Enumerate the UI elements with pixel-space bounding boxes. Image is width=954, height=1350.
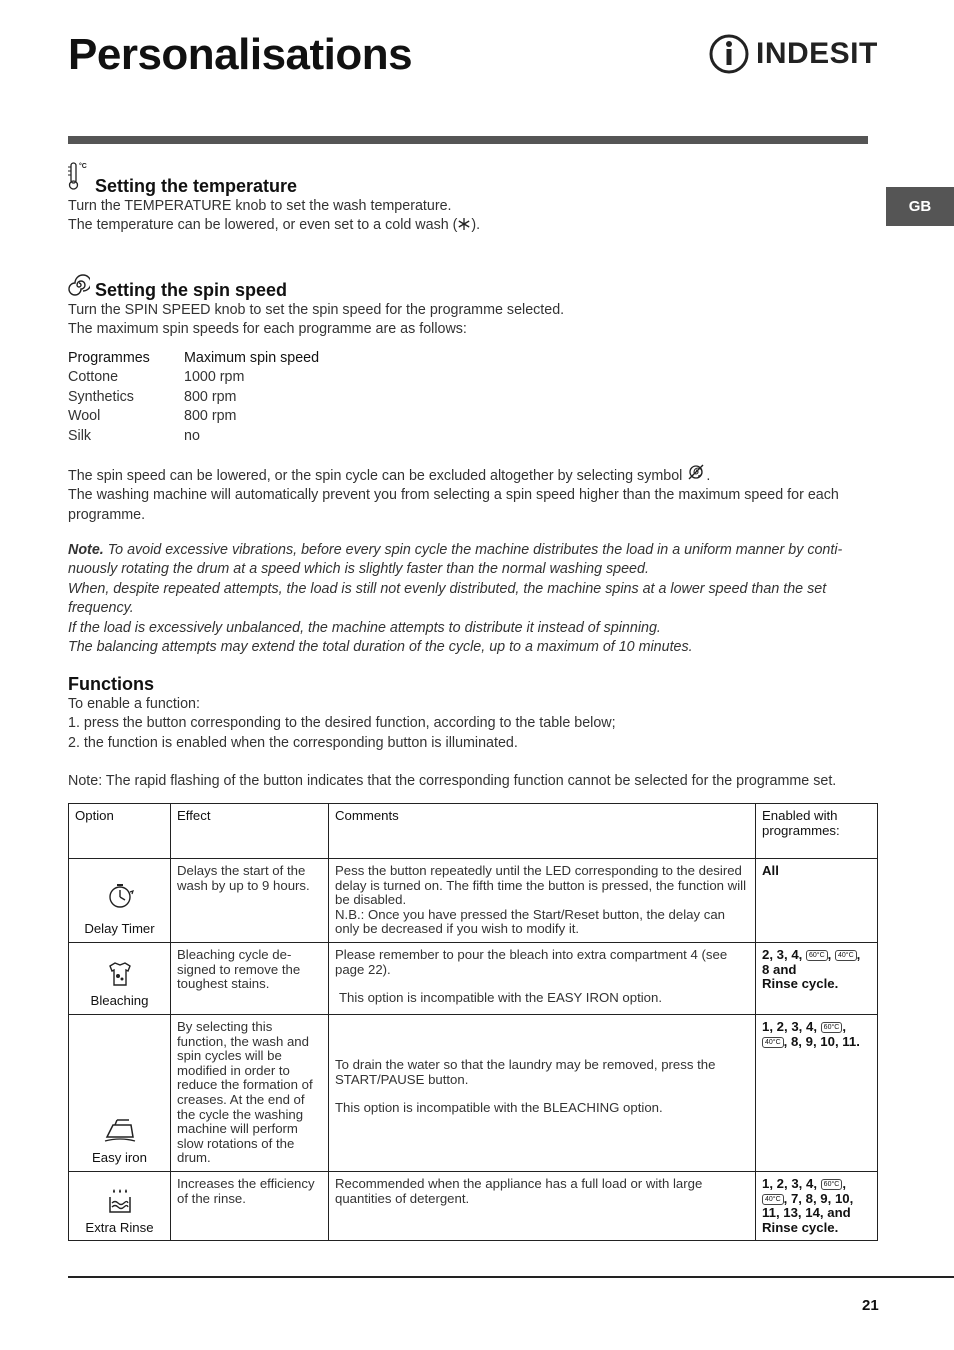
spin-para-1: The spin speed can be lowered, or the spin cycle can be excluded altogether by selecting symbol .: [68, 463, 870, 486]
effect-cell: By selecting this function, the wash and spin cycles will be modified in order to reduce the formation of creases. At the end of the cycle the washing machine will perform slow rotations of the drum.: [171, 1015, 329, 1172]
spin-line-1: Turn the SPIN SPEED knob to set the spin speed for the programme selected.: [68, 302, 565, 318]
bleaching-icon: [107, 960, 133, 988]
temperature-line-2: The temperature can be lowered, or even set to a cold wash ( ).: [68, 217, 481, 234]
note-para-4: The balancing attempts may extend the total duration of the cycle, up to a maximum of 10 minutes.: [68, 639, 693, 656]
programme-speed: 1000 rpm: [184, 369, 245, 386]
spin-header-speed: Maximum spin speed: [184, 350, 320, 366]
comment-text: This option is incompatible with the EASY IRON option.: [339, 990, 663, 1006]
functions-intro: [68, 695, 878, 753]
table-row: [68, 368, 319, 387]
easy-iron-icon: [103, 1117, 137, 1145]
temperature-heading: Setting the temperature: [95, 176, 298, 196]
functions-line-3: 2. the function is enabled when the corresponding button is illuminated.: [68, 734, 518, 751]
spin-para-2: The washing machine will automatically prevent you from selecting a spin speed higher than the maximum speed for each programme.: [68, 487, 839, 523]
svg-text:°C: °C: [79, 163, 87, 170]
effect-cell: Increases the efficiency of the rinse.: [171, 1171, 329, 1240]
language-tab: GB: [886, 187, 954, 226]
spin-header-programmes: Programmes: [68, 350, 150, 366]
delay-timer-icon: [104, 882, 136, 912]
page-number: 21: [862, 1297, 879, 1314]
option-cell: [69, 1171, 171, 1240]
snowflake-icon: [457, 217, 471, 231]
functions-heading: Functions: [68, 674, 154, 694]
option-cell: [69, 859, 171, 943]
effect-cell: Bleaching cycle de-signed to remove the toughest stains.: [171, 943, 329, 1015]
spin-note: [68, 541, 870, 657]
programme-speed: 800 rpm: [184, 408, 237, 425]
programme-speed: 800 rpm: [184, 388, 237, 405]
comments-cell: [329, 1015, 756, 1172]
effect-cell: Delays the start of the wash by up to 9 hours.: [171, 859, 329, 943]
option-cell: [69, 1015, 171, 1172]
spin-icon: [68, 274, 90, 296]
option-label: Delay Timer: [84, 921, 155, 937]
comments-cell: [329, 1171, 756, 1240]
brand-logo-icon: [708, 33, 750, 75]
functions-note: Note: The rapid flashing of the button indicates that the corresponding function cannot be selected for the programme set.: [68, 773, 837, 789]
table-row: [68, 407, 319, 426]
comment-text: N.B.: Once you have pressed the Start/Reset button, the delay can only be decreased if you wish to modify it.: [335, 906, 725, 937]
programme-speed: no: [184, 427, 200, 444]
enabled-cell: 2, 3, 4, 60°C , 40°C , 8 and Rinse cycle.: [756, 943, 878, 1015]
temperature-line-1: Turn the TEMPERATURE knob to set the wash temperature.: [68, 198, 452, 214]
table-row: [69, 1015, 878, 1172]
note-para-3: If the load is excessively unbalanced, the machine attempts to distribute it instead of spinning.: [68, 619, 661, 636]
note-para-2: When, despite repeated attempts, the load is still not evenly distributed, the machine spins at a lower speed than the set frequency.: [68, 580, 827, 617]
enabled-cell: All: [756, 859, 878, 943]
comments-cell: [329, 943, 756, 1015]
extra-rinse-icon: [106, 1187, 134, 1215]
comment-text: To drain the water so that the laundry may be removed, press the START/PAUSE button.: [335, 1057, 716, 1087]
table-row: [69, 859, 878, 943]
note-para-1: Note. To avoid excessive vibrations, before every spin cycle the machine distributes the load in a uniform manner by conti-nuously rotating the drum at a speed which is slightly faster than the normal washing speed.: [68, 542, 843, 578]
header-option: Option: [69, 804, 171, 859]
table-row: [68, 427, 319, 446]
thermometer-icon: [66, 160, 92, 192]
header-comments: Comments: [329, 804, 756, 859]
table-row: [69, 1171, 878, 1240]
comment-text: This option is incompatible with the BLEACHING option.: [335, 1100, 663, 1116]
temp-60-badge: 60°C: [821, 1022, 843, 1033]
brand-name: INDESIT: [756, 37, 878, 70]
header-divider: [68, 136, 868, 144]
option-cell: [69, 943, 171, 1015]
functions-line-1: To enable a function:: [68, 696, 200, 712]
programme-name: Cottone: [68, 369, 119, 386]
comment-text: Please remember to pour the bleach into extra compartment 4 (see page 22).: [335, 947, 728, 977]
header-effect: Effect: [171, 804, 329, 859]
spin-speed-table: [68, 349, 319, 446]
comments-cell: [329, 859, 756, 943]
spin-intro: [68, 301, 868, 340]
table-row: [68, 388, 319, 407]
comment-text: Pess the button repeatedly until the LED corresponding to the desired delay is turned on. The fifth time the button is pressed, the function will be disabled.: [335, 863, 746, 908]
functions-table: [68, 803, 878, 1241]
comment-text: Recommended when the appliance has a full load or with large quantities of detergent.: [335, 1175, 703, 1206]
no-spin-icon: [686, 463, 706, 481]
functions-table-header: [69, 804, 878, 859]
temp-60-badge: 60°C: [821, 1179, 843, 1190]
header-enabled: Enabled with programmes:: [756, 804, 878, 859]
table-row: [69, 943, 878, 1015]
option-label: Bleaching: [90, 993, 149, 1009]
temp-40-badge: 40°C: [762, 1037, 784, 1048]
spin-heading: Setting the spin speed: [95, 280, 288, 300]
option-label: Extra Rinse: [85, 1219, 154, 1235]
brand-logo: [708, 34, 878, 74]
functions-line-2: 1. press the button corresponding to the desired function, according to the table below;: [68, 715, 616, 732]
spin-table-header: [68, 349, 319, 368]
option-label: Easy iron: [92, 1150, 147, 1166]
programme-name: Wool: [68, 408, 101, 425]
temp-60-badge: 60°C: [806, 950, 828, 961]
temp-40-badge: 40°C: [835, 950, 857, 961]
temp-40-badge: 40°C: [762, 1194, 784, 1205]
note-label: Note.: [68, 542, 104, 558]
enabled-cell: 1, 2, 3, 4, 60°C , 40°C , 8, 9, 10, 11.: [756, 1015, 878, 1172]
programme-name: Silk: [68, 427, 92, 444]
spin-line-2: The maximum spin speeds for each programme are as follows:: [68, 321, 467, 338]
enabled-cell: 1, 2, 3, 4, 60°C , 40°C , 7, 8, 9, 10, 11, 13, 14, and Rinse cycle.: [756, 1171, 878, 1240]
spin-details: [68, 463, 870, 525]
page-title: Personalisations: [68, 30, 413, 79]
temperature-text: [68, 197, 868, 236]
programme-name: Synthetics: [68, 388, 134, 405]
footer-divider: [68, 1276, 954, 1278]
